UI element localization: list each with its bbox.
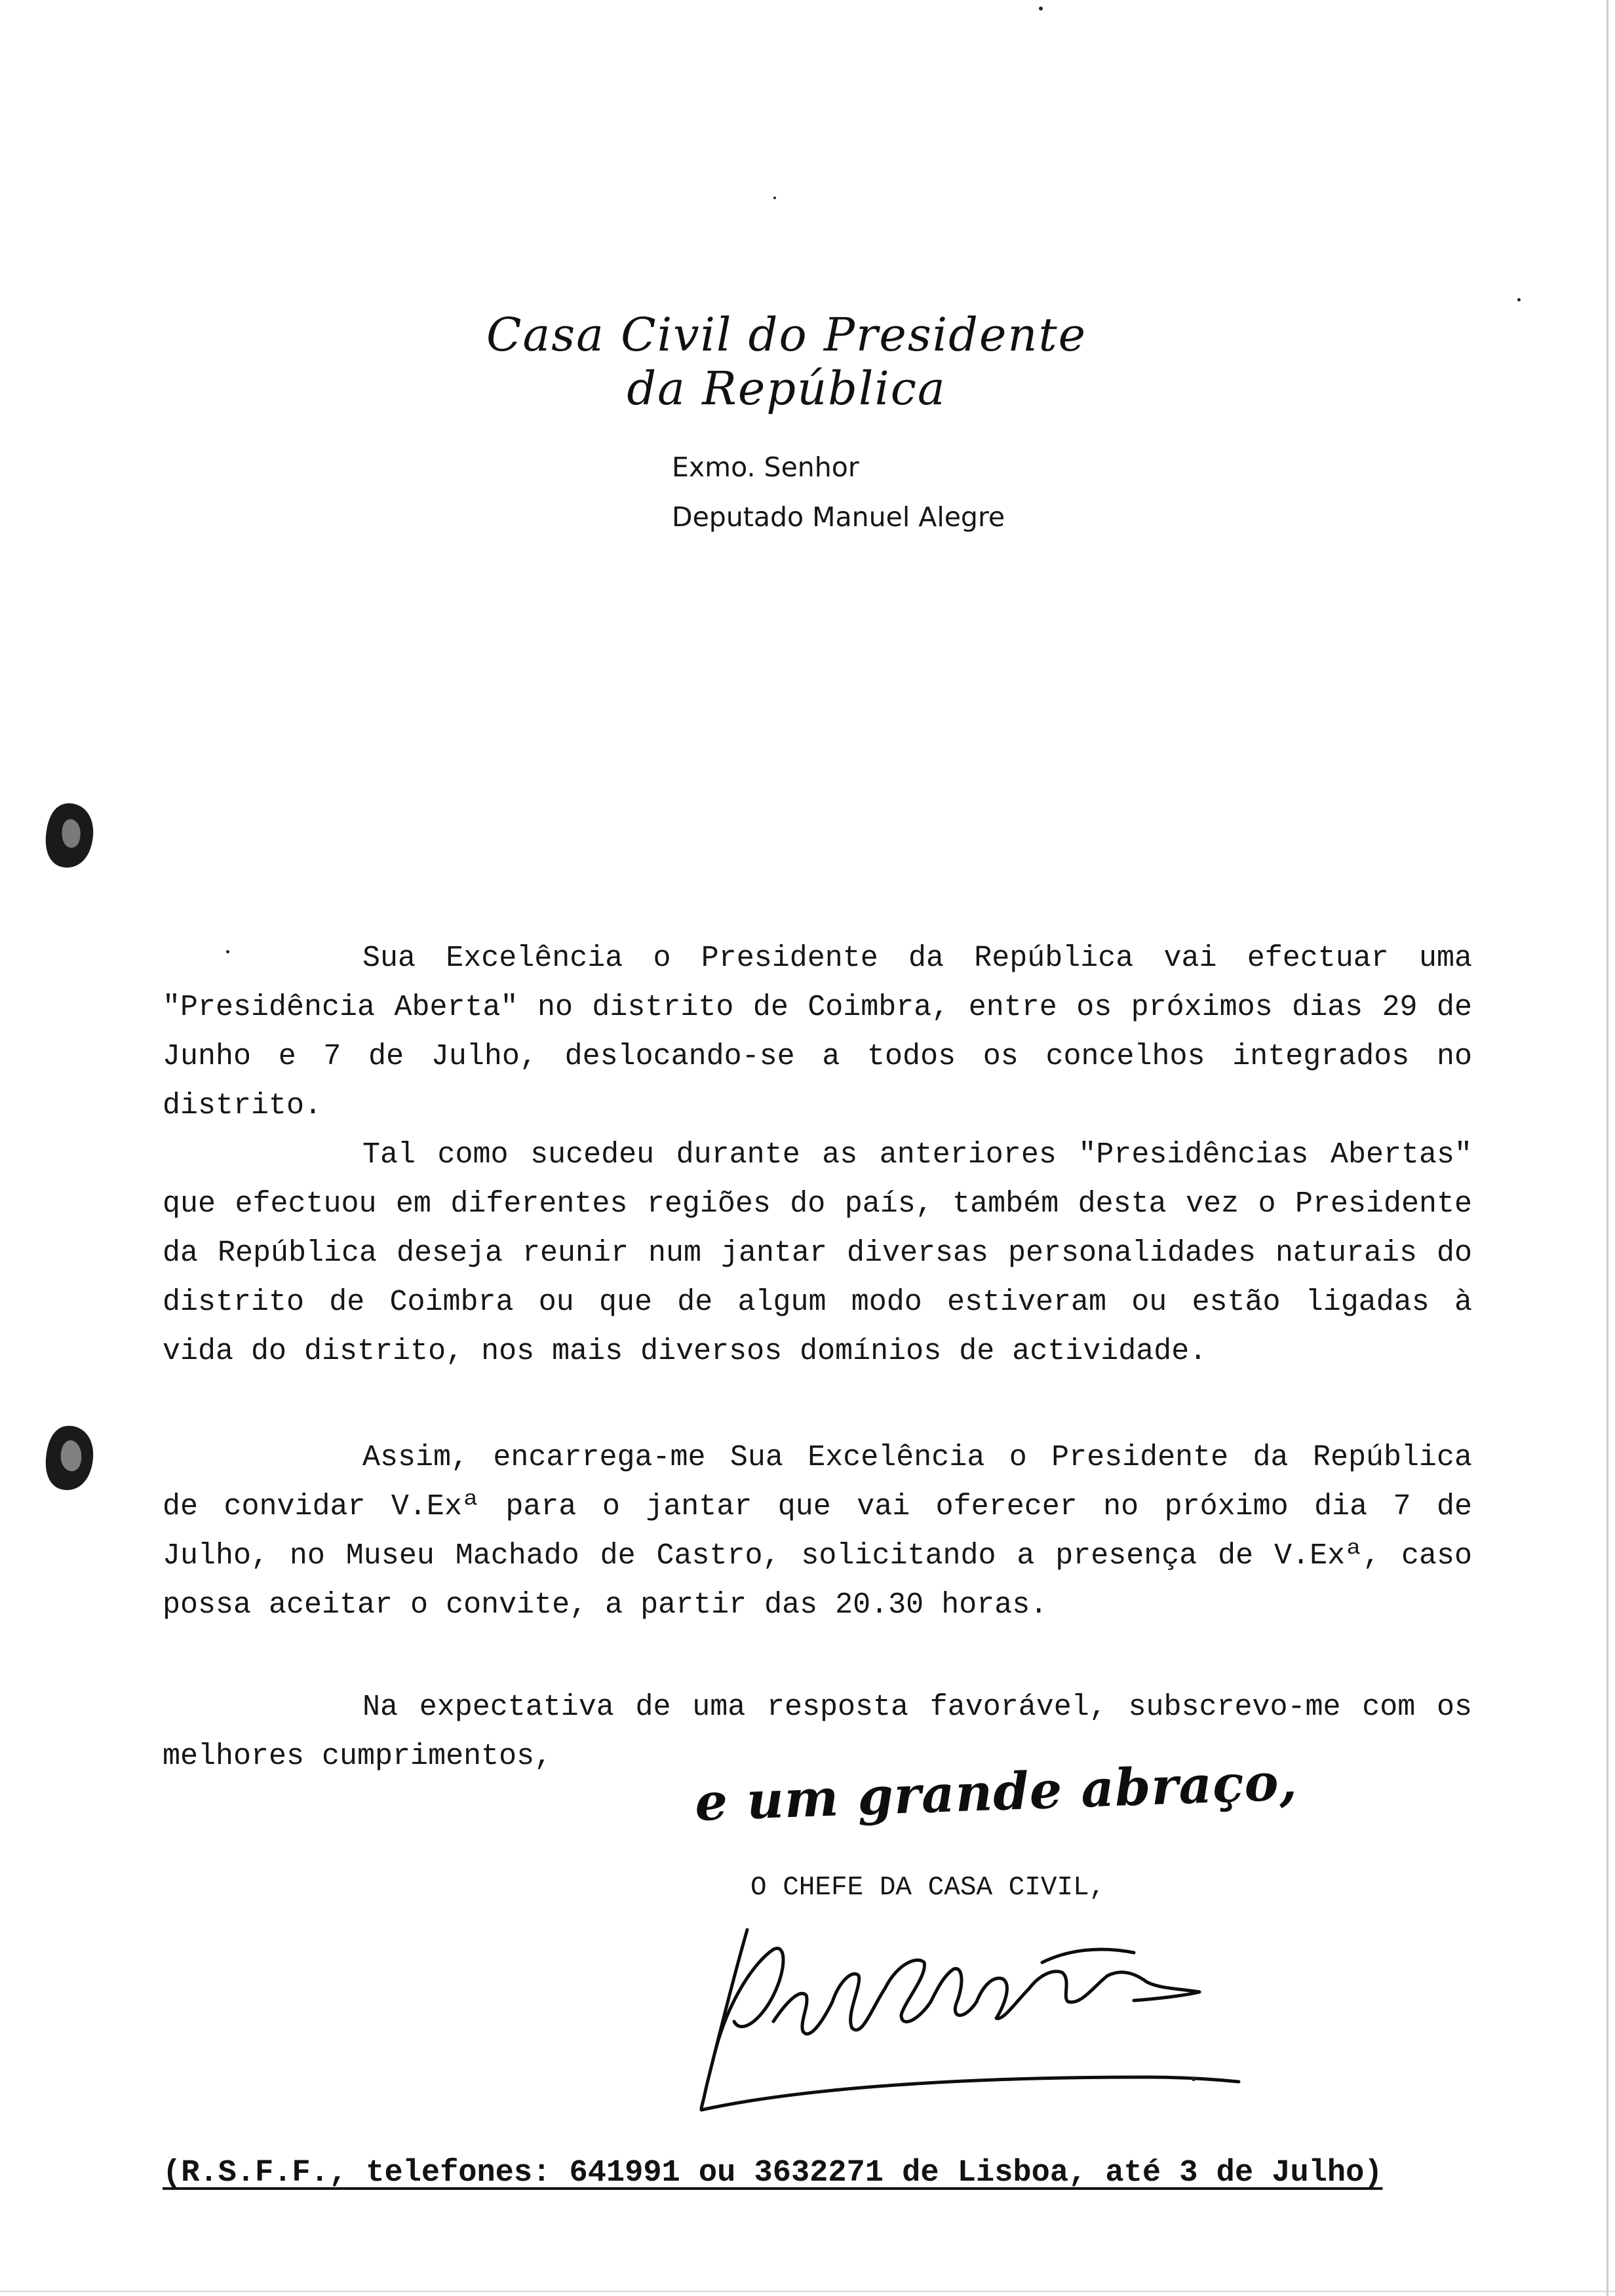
signatory-title: O CHEFE DA CASA CIVIL,: [750, 1873, 1106, 1903]
speck: [1039, 7, 1043, 10]
paragraph-dinner-context: [163, 1130, 1472, 1376]
paragraph-1-text: Sua Excelência o Presidente da República vai efectuar uma "Presidência Aberta" no distrito de Coimbra, entre os próximos dias 29 de Junho e 7 de Julho, deslocando-se a todos os concelhos integrados no distrito.: [163, 942, 1472, 1122]
handwritten-note: e um grande abraço,: [693, 1751, 1299, 1833]
footer-rsvp: (R.S.F.F., telefones: 641991 ou 3632271 de Lisboa, até 3 de Julho): [163, 2156, 1383, 2191]
letterhead-text: Casa Civil do Presidente da República: [486, 308, 1087, 415]
speck: [1192, 2077, 1196, 2081]
addressee-name: Deputado Manuel Alegre: [672, 501, 1005, 533]
page-bottom-edge: [0, 2291, 1615, 2292]
paragraph-announcement: [163, 934, 1472, 1130]
paragraph-3-text: Assim, encarrega-me Sua Excelência o Presidente da República de convidar V.Exª para o jantar que vai oferecer no próximo dia 7 de Julho, no Museu Machado de Castro, solicitando a presença de V.Exª, caso possa aceitar o convite, a partir das 20.30 horas.: [163, 1441, 1472, 1622]
speck: [773, 197, 776, 199]
speck: [1517, 298, 1521, 301]
punch-hole-icon: [39, 799, 98, 871]
speck: [226, 950, 229, 953]
addressee-block: [672, 442, 1005, 542]
paragraph-4-text: Na expectativa de uma resposta favorável, subscrevo-me com os melhores cumprimentos,: [163, 1691, 1472, 1773]
addressee-salutation: Exmo. Senhor: [672, 451, 859, 483]
page-edge: [1606, 0, 1608, 2296]
paragraph-invitation: [163, 1433, 1472, 1630]
paragraph-2-text: Tal como sucedeu durante as anteriores "Presidências Abertas" que efectuou em diferentes regiões do país, também desta vez o Presidente da República deseja reunir num jantar diversas personalidades naturais do distrito de Coimbra ou que de algum modo estiveram ou estão ligadas à vida do distrito, nos mais diversos domínios de actividade.: [163, 1138, 1472, 1368]
punch-hole-icon: [39, 1422, 98, 1494]
letterhead-title: [459, 308, 1114, 415]
signature-icon: [675, 1923, 1265, 2120]
